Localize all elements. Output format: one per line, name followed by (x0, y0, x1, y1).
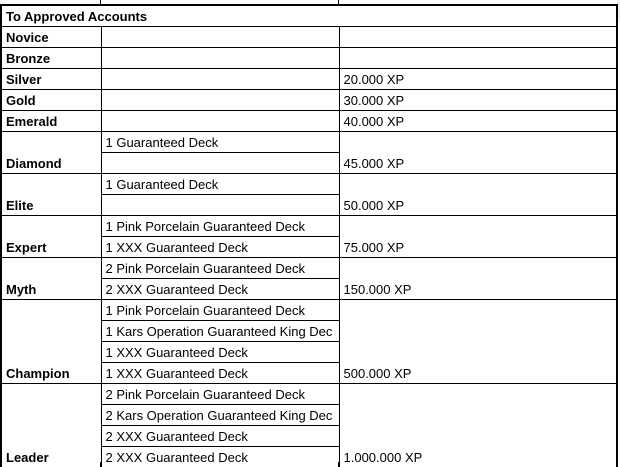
rank-cell[interactable]: Novice (1, 27, 101, 48)
deck-reward-cell[interactable] (101, 153, 339, 174)
rank-cell[interactable]: Leader (1, 384, 101, 467)
rank-cell[interactable]: Expert (1, 216, 101, 258)
rank-cell[interactable]: Bronze (1, 48, 101, 69)
table-row (1, 27, 617, 48)
xp-threshold-cell[interactable]: 75.000 XP (339, 216, 617, 258)
table-row (1, 132, 617, 153)
rank-cell[interactable]: Diamond (1, 132, 101, 174)
deck-reward-cell[interactable]: 1 Pink Porcelain Guaranteed Deck (101, 300, 339, 321)
xp-threshold-cell[interactable]: 40.000 XP (339, 111, 617, 132)
table-row (1, 300, 617, 321)
rank-cell[interactable]: Myth (1, 258, 101, 300)
table-row (1, 90, 617, 111)
deck-reward-cell[interactable]: 1 Guaranteed Deck (101, 174, 339, 195)
rank-cell[interactable]: Emerald (1, 111, 101, 132)
table-row (1, 258, 617, 279)
table-row (1, 174, 617, 195)
deck-reward-cell[interactable] (101, 90, 339, 111)
xp-threshold-cell[interactable]: 500.000 XP (339, 300, 617, 384)
deck-reward-cell[interactable]: 2 XXX Guaranteed Deck (101, 447, 339, 467)
xp-threshold-cell[interactable] (339, 27, 617, 48)
xp-threshold-cell[interactable] (339, 48, 617, 69)
table-title-cell[interactable]: To Approved Accounts (1, 5, 617, 27)
deck-reward-cell[interactable] (101, 195, 339, 216)
deck-reward-cell[interactable]: 2 XXX Guaranteed Deck (101, 426, 339, 447)
deck-reward-cell[interactable]: 1 Kars Operation Guaranteed King Dec (101, 321, 339, 342)
deck-reward-cell[interactable] (101, 69, 339, 90)
deck-reward-cell[interactable] (101, 27, 339, 48)
xp-threshold-cell[interactable]: 20.000 XP (339, 69, 617, 90)
table-header-row (1, 5, 617, 27)
xp-threshold-cell[interactable]: 45.000 XP (339, 132, 617, 174)
deck-reward-cell[interactable]: 2 XXX Guaranteed Deck (101, 279, 339, 300)
deck-reward-cell[interactable]: 2 Kars Operation Guaranteed King Dec (101, 405, 339, 426)
rewards-table-body (1, 5, 617, 467)
table-row (1, 216, 617, 237)
rank-cell[interactable]: Elite (1, 174, 101, 216)
deck-reward-cell[interactable]: 1 XXX Guaranteed Deck (101, 342, 339, 363)
deck-reward-cell[interactable]: 2 Pink Porcelain Guaranteed Deck (101, 384, 339, 405)
xp-threshold-cell[interactable]: 1.000.000 XP (339, 384, 617, 467)
xp-threshold-cell[interactable]: 30.000 XP (339, 90, 617, 111)
deck-reward-cell[interactable] (101, 48, 339, 69)
table-row (1, 48, 617, 69)
deck-reward-cell[interactable]: 1 Pink Porcelain Guaranteed Deck (101, 216, 339, 237)
xp-threshold-cell[interactable]: 50.000 XP (339, 174, 617, 216)
table-row (1, 111, 617, 132)
rank-cell[interactable]: Gold (1, 90, 101, 111)
deck-reward-cell[interactable]: 1 XXX Guaranteed Deck (101, 237, 339, 258)
deck-reward-cell[interactable]: 1 XXX Guaranteed Deck (101, 363, 339, 384)
rank-cell[interactable]: Silver (1, 69, 101, 90)
deck-reward-cell[interactable] (101, 111, 339, 132)
approved-accounts-rewards-table (0, 4, 618, 467)
xp-threshold-cell[interactable]: 150.000 XP (339, 258, 617, 300)
deck-reward-cell[interactable]: 2 Pink Porcelain Guaranteed Deck (101, 258, 339, 279)
table-row (1, 69, 617, 90)
table-row (1, 384, 617, 405)
deck-reward-cell[interactable]: 1 Guaranteed Deck (101, 132, 339, 153)
rank-cell[interactable]: Champion (1, 300, 101, 384)
